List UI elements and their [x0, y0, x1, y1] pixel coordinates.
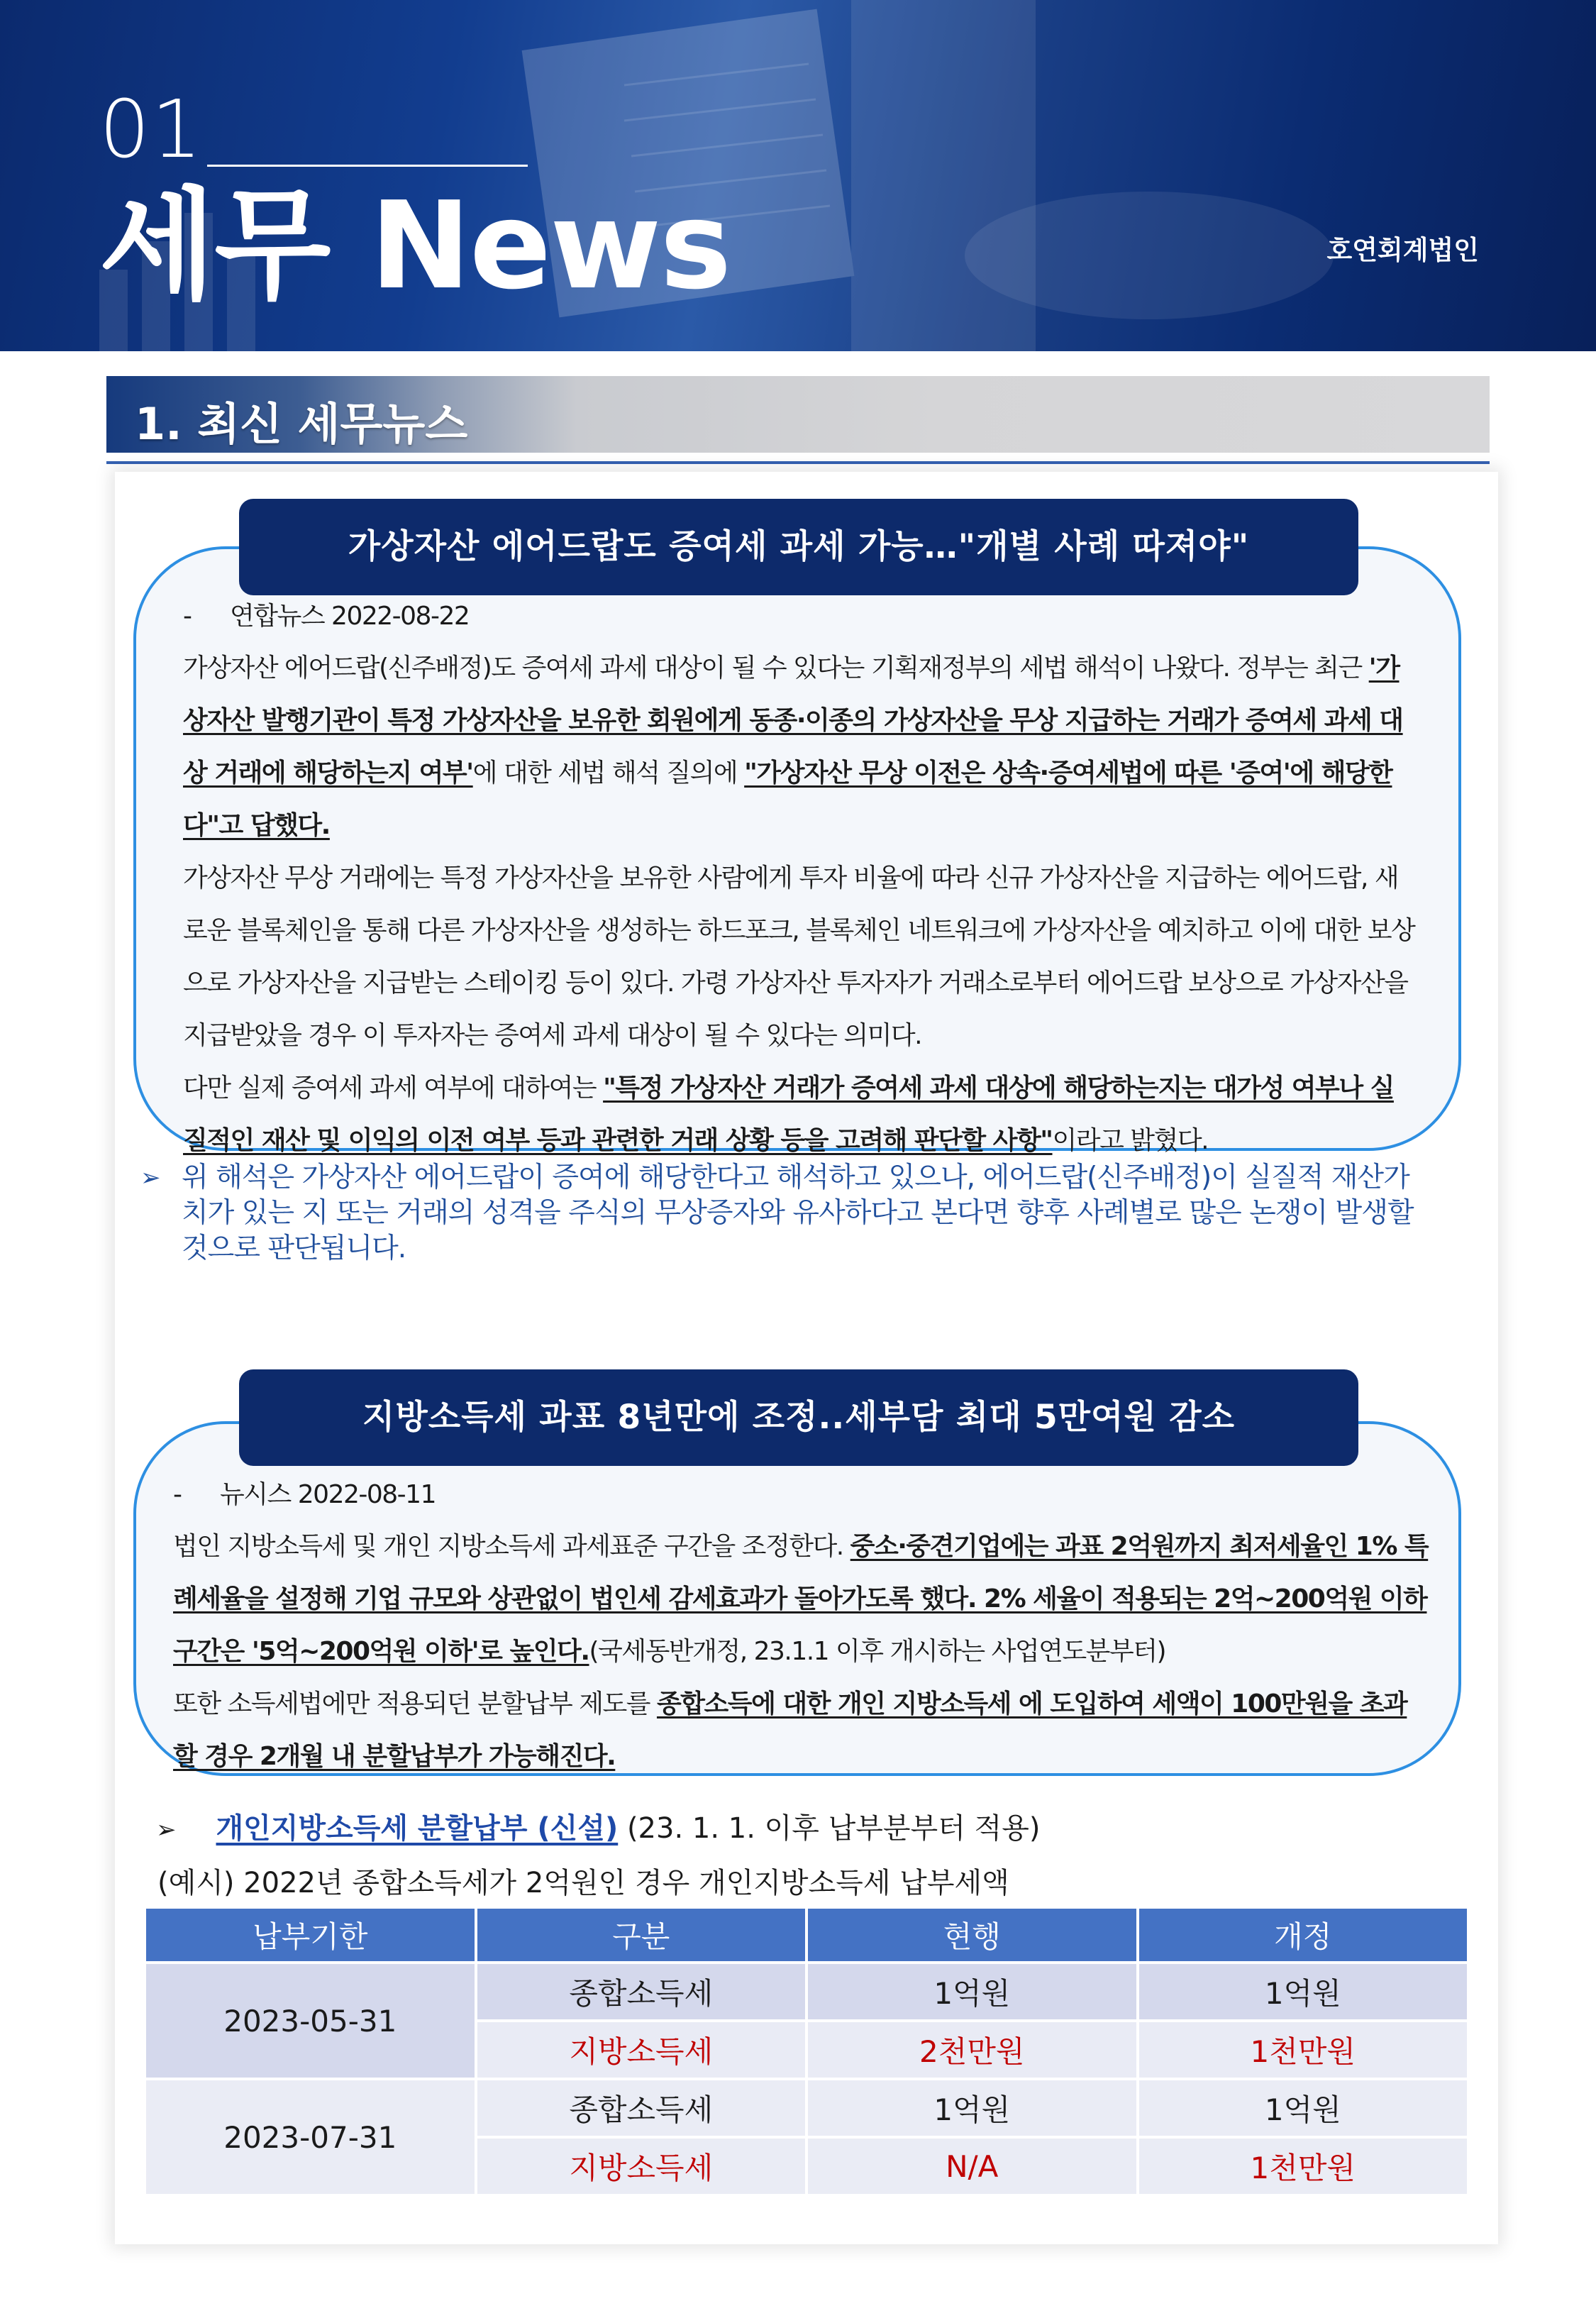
text-run: 에 대한 세법 해석 질의에 [472, 758, 745, 788]
emphasis-text: "특정 가상자산 거래가 증여세 과세 대상에 해당하는지는 대가성 여부나 실질적인 재산 및 이익의 이전 여부 등과 관련한 거래 상황 등을 고려해 판단할 사항" [183, 1074, 1394, 1155]
header-banner [0, 0, 1596, 351]
table-cell: 1천만원 [1139, 2139, 1467, 2194]
analysis-comment-text: 위 해석은 가상자산 에어드랍이 증여에 해당한다고 해석하고 있으나, 에어드랍(신주배정)이 실질적 재산가치가 있는 지 또는 거래의 성격을 주식의 무상증자와 유사하다고 본다면 향후 사례별로 많은 논쟁이 발생할 것으로 판단됩니다. [182, 1162, 1414, 1264]
tax-table [143, 1906, 1470, 2197]
table-cell: 종합소득세 [477, 1964, 805, 2019]
text-run: 법인 지방소득세 및 개인 지방소득세 과세표준 구간을 조정한다. [173, 1532, 850, 1561]
installment-heading [156, 1806, 1040, 1846]
news-paragraph [183, 1062, 1417, 1167]
news-headline-2: 지방소득세 과표 8년만에 조정..세부담 최대 5만여원 감소 [239, 1369, 1358, 1466]
section-title-bar [106, 376, 1490, 453]
table-header-cell: 개정 [1139, 1909, 1467, 1961]
news-source-text: 연합뉴스 2022-08-22 [230, 602, 470, 631]
news-paragraph [183, 642, 1417, 852]
emphasis-text: '가상자산 발행기관이 특정 가상자산을 보유한 회원에게 동종·이종의 가상자산을 무상 지급하는 거래가 증여세 과세 대상 거래에 해당하는지 여부' [183, 653, 1403, 788]
analysis-comment [140, 1160, 1431, 1267]
list-dash: - [173, 1480, 182, 1509]
section-heading: 세무 News [99, 176, 731, 316]
table-row [146, 1964, 1467, 2019]
news-source-1 [183, 596, 469, 632]
news-paragraph [173, 1678, 1429, 1783]
table-header-cell: 납부기한 [146, 1909, 475, 1961]
table-cell-date: 2023-07-31 [146, 2080, 475, 2194]
arrow-bullet-icon: ➢ [156, 1816, 177, 1844]
example-caption: (예시) 2022년 종합소득세가 2억원인 경우 개인지방소득세 납부세액 [157, 1867, 1009, 1899]
list-dash: - [183, 602, 192, 631]
table-cell: 1억원 [808, 1964, 1136, 2019]
text-run: 다만 실제 증여세 과세 여부에 대하여는 [183, 1074, 604, 1103]
news-headline-1: 가상자산 에어드랍도 증여세 과세 가능…"개별 사례 따져야" [239, 499, 1358, 595]
news-source-text: 뉴시스 2022-08-11 [220, 1480, 436, 1509]
table-cell: 2천만원 [808, 2022, 1136, 2078]
emphasis-text: 중소·중견기업에는 과표 2억원까지 최저세율인 1% 특례세율을 설정해 기업 규모와 상관없이 법인세 감세효과가 돌아가도록 했다. 2% 세율이 적용되는 2억~200억원 이하 구간은 '5억~200억원 이하'로 높인다. [173, 1532, 1429, 1666]
table-header-row [146, 1909, 1467, 1961]
table-header-cell: 현행 [808, 1909, 1136, 1961]
table-cell: 1천만원 [1139, 2022, 1467, 2078]
installment-title: 개인지방소득세 분할납부 (신설) [216, 1812, 619, 1845]
emphasis-text: "가상자산 무상 이전은 상속·증여세법에 따른 '증여'에 해당한다"고 답했다. [183, 758, 1392, 840]
table-cell: 지방소득세 [477, 2139, 805, 2194]
section-divider [106, 461, 1490, 464]
table-header-cell: 구분 [477, 1909, 805, 1961]
news-body-2 [173, 1521, 1429, 1783]
table-cell-date: 2023-05-31 [146, 1964, 475, 2078]
installment-note: (23. 1. 1. 이후 납부분부터 적용) [626, 1812, 1041, 1845]
section-number: 01 [99, 84, 204, 176]
table-cell: 1억원 [808, 2080, 1136, 2136]
news-source-2 [173, 1474, 436, 1511]
text-run: 이라고 밝혔다. [1052, 1126, 1209, 1155]
emphasis-text: 종합소득에 대한 개인 지방소득세 에 도입하여 세액이 100만원을 초과할 경우 2개월 내 분할납부가 가능해진다. [173, 1689, 1407, 1771]
table-cell: 1억원 [1139, 2080, 1467, 2136]
text-run: (국세동반개정, 23.1.1 이후 개시하는 사업연도분부터) [589, 1637, 1166, 1666]
table-cell: 지방소득세 [477, 2022, 805, 2078]
text-run: 가상자산 에어드랍(신주배정)도 증여세 과세 대상이 될 수 있다는 기획재정부의 세법 해석이 나왔다. 정부는 최근 [183, 653, 1369, 683]
table-cell: 종합소득세 [477, 2080, 805, 2136]
news-paragraph: 가상자산 무상 거래에는 특정 가상자산을 보유한 사람에게 투자 비율에 따라 신규 가상자산을 지급하는 에어드랍, 새로운 블록체인을 통해 다른 가상자산을 생성하는 하드포크, 블록체인 네트워크에 가상자산을 예치하고 이에 대한 보상으로 가상자산을 지급받는 스테이킹 등이 있다. 가령 가상자산 투자자가 거래소로부터 에어드랍 보상으로 가상자산을 지급받았을 경우 이 투자자는 증여세 과세 대상이 될 수 있다는 의미다. [183, 864, 1415, 1050]
text-run: 또한 소득세법에만 적용되던 분할납부 제도를 [173, 1689, 657, 1719]
table-cell: N/A [808, 2139, 1136, 2194]
arrow-bullet-icon: ➢ [140, 1164, 160, 1192]
section-number-underline [207, 165, 528, 167]
firm-name: 호연회계법인 [1326, 235, 1479, 265]
news-paragraph [173, 1521, 1429, 1678]
news-body-1 [183, 642, 1417, 1167]
section-title: 1. 최신 세무뉴스 [135, 398, 468, 450]
table-row [146, 2080, 1467, 2136]
table-cell: 1억원 [1139, 1964, 1467, 2019]
